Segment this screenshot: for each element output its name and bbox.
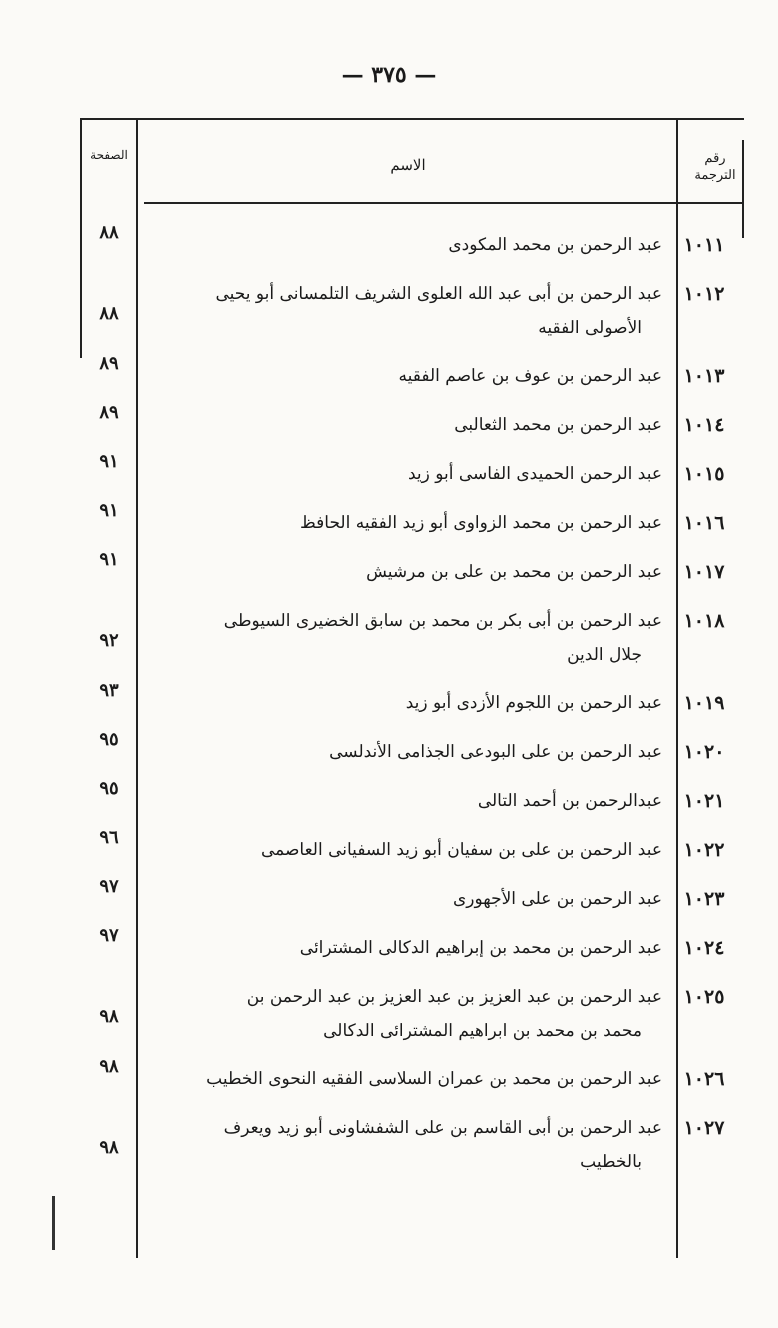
page-number: — ٣٧٥ — [341,62,437,88]
entry-page: ٨٨ [99,222,119,243]
entry-page: ٩٥ [99,729,119,750]
entry-page: ٩١ [99,451,119,472]
entry-name-line: عبد الرحمن بن عوف بن عاصم الفقيه [398,366,662,386]
entry-name-line: عبد الرحمن بن أبى بكر بن محمد بن سابق الخضيرى السيوطى [223,611,662,631]
table-row [80,925,744,980]
table-row [80,778,744,833]
entry-number: ١٠١٨ [683,610,725,632]
entry-name-continuation: بالخطيب [580,1152,642,1172]
entry-name-continuation: الأصولى الفقيه [538,318,642,338]
table-row [80,980,744,1062]
entry-name [140,1062,662,1096]
entry-name-line: عبد الرحمن الحميدى الفاسى أبو زيد [407,464,662,484]
header-name: الاسم [390,156,426,174]
entry-name [140,408,662,442]
entry-name-line: عبد الرحمن بن محمد بن عمران السلاسى الفقيه النحوى الخطيب [206,1069,662,1089]
entry-page: ٩٨ [99,1137,119,1158]
header-entry-number: رقم الترجمة [694,151,736,183]
header-rule [144,202,744,204]
entry-name [140,228,662,262]
entry-name [140,506,662,540]
entry-number: ١٠٢٦ [683,1068,725,1090]
entry-number: ١٠١٧ [683,561,725,583]
entry-name-line: عبد الرحمن بن محمد المكودى [448,235,662,255]
entry-page: ٩٨ [99,1056,119,1077]
entry-name-line: عبدالرحمن بن أحمد التالى [477,791,662,811]
table-top-rule [82,118,744,120]
entry-name [140,1111,662,1179]
table-row [80,500,744,555]
entry-page: ٩٣ [99,680,119,701]
entry-number: ١٠١٢ [683,283,725,305]
entry-page: ٩٨ [99,1006,119,1027]
entry-page: ٨٨ [99,303,119,324]
entry-page: ٩٧ [99,876,119,897]
entry-name-line: عبد الرحمن بن محمد الثعالبى [454,415,662,435]
table-row [80,729,744,784]
entry-number: ١٠٢١ [683,790,725,812]
entry-number: ١٠١٥ [683,463,725,485]
entry-name [140,735,662,769]
entry-name [140,931,662,965]
entry-page: ٩٧ [99,925,119,946]
entry-number: ١٠١٤ [683,414,725,436]
entry-page: ٩١ [99,549,119,570]
table-row [80,277,744,359]
table-row [80,827,744,882]
entry-name-line: عبد الرحمن بن أبى عبد الله العلوى الشريف التلمسانى أبو يحيى [215,284,662,304]
entry-name-line: عبد الرحمن بن محمد بن إبراهيم الدكالى المشترائى [299,938,662,958]
entry-page: ٨٩ [99,353,119,374]
table-row [80,680,744,735]
entry-name [140,457,662,491]
header-page: الصفحة [90,148,128,162]
table-row [80,402,744,457]
entry-number: ١٠٢٤ [683,937,725,959]
entry-name [140,784,662,818]
entry-number: ١٠١٩ [683,692,725,714]
entry-name [140,359,662,393]
margin-pen-mark [52,1196,55,1250]
entry-number: ١٠٢٣ [683,888,725,910]
entry-name [140,980,662,1048]
entry-number: ١٠٢٧ [683,1117,725,1139]
entry-page: ٩٢ [99,630,119,651]
entry-page: ٨٩ [99,402,119,423]
entry-name-line: عبد الرحمن بن اللجوم الأزدى أبو زيد [405,693,662,713]
entry-page: ٩١ [99,500,119,521]
entry-list [80,222,744,1193]
entry-name-continuation: محمد بن محمد بن ابراهيم المشترائى الدكالى [323,1021,642,1041]
entry-name [140,277,662,345]
entry-name-line: عبد الرحمن بن محمد الزواوى أبو زيد الفقيه الحافظ [300,513,662,533]
entry-page: ٩٥ [99,778,119,799]
entry-name-line: عبد الرحمن بن على بن سفيان أبو زيد السفيانى العاصمى [260,840,662,860]
table-row [80,353,744,408]
table-row [80,876,744,931]
entry-name [140,555,662,589]
entry-name-line: عبد الرحمن بن أبى القاسم بن على الشفشاونى أبو زيد ويعرف [223,1118,662,1138]
entry-name-line: عبد الرحمن بن على البودعى الجذامى الأندلسى [329,742,662,762]
entry-name [140,882,662,916]
entry-number: ١٠٢٢ [683,839,725,861]
entry-name-line: عبد الرحمن بن على الأجهورى [452,889,662,909]
entry-number: ١٠١٣ [683,365,725,387]
entry-page: ٩٦ [99,827,119,848]
table-row [80,1056,744,1111]
entry-number: ١٠١١ [683,234,725,256]
table-row [80,604,744,686]
entry-name [140,686,662,720]
entry-name-continuation: جلال الدين [567,645,642,665]
entry-number: ١٠٢٠ [683,741,725,763]
entry-name [140,833,662,867]
table-row [80,451,744,506]
entry-name-line: عبد الرحمن بن عبد العزيز بن عبد العزيز بن عبد الرحمن بن [246,987,662,1007]
entry-number: ١٠٢٥ [683,986,725,1008]
table-row [80,549,744,604]
table-row [80,1111,744,1193]
entry-name [140,604,662,672]
entry-name-line: عبد الرحمن بن محمد بن على بن مرشيش [366,562,662,582]
entry-number: ١٠١٦ [683,512,725,534]
index-table [80,118,744,1258]
table-row [80,222,744,277]
